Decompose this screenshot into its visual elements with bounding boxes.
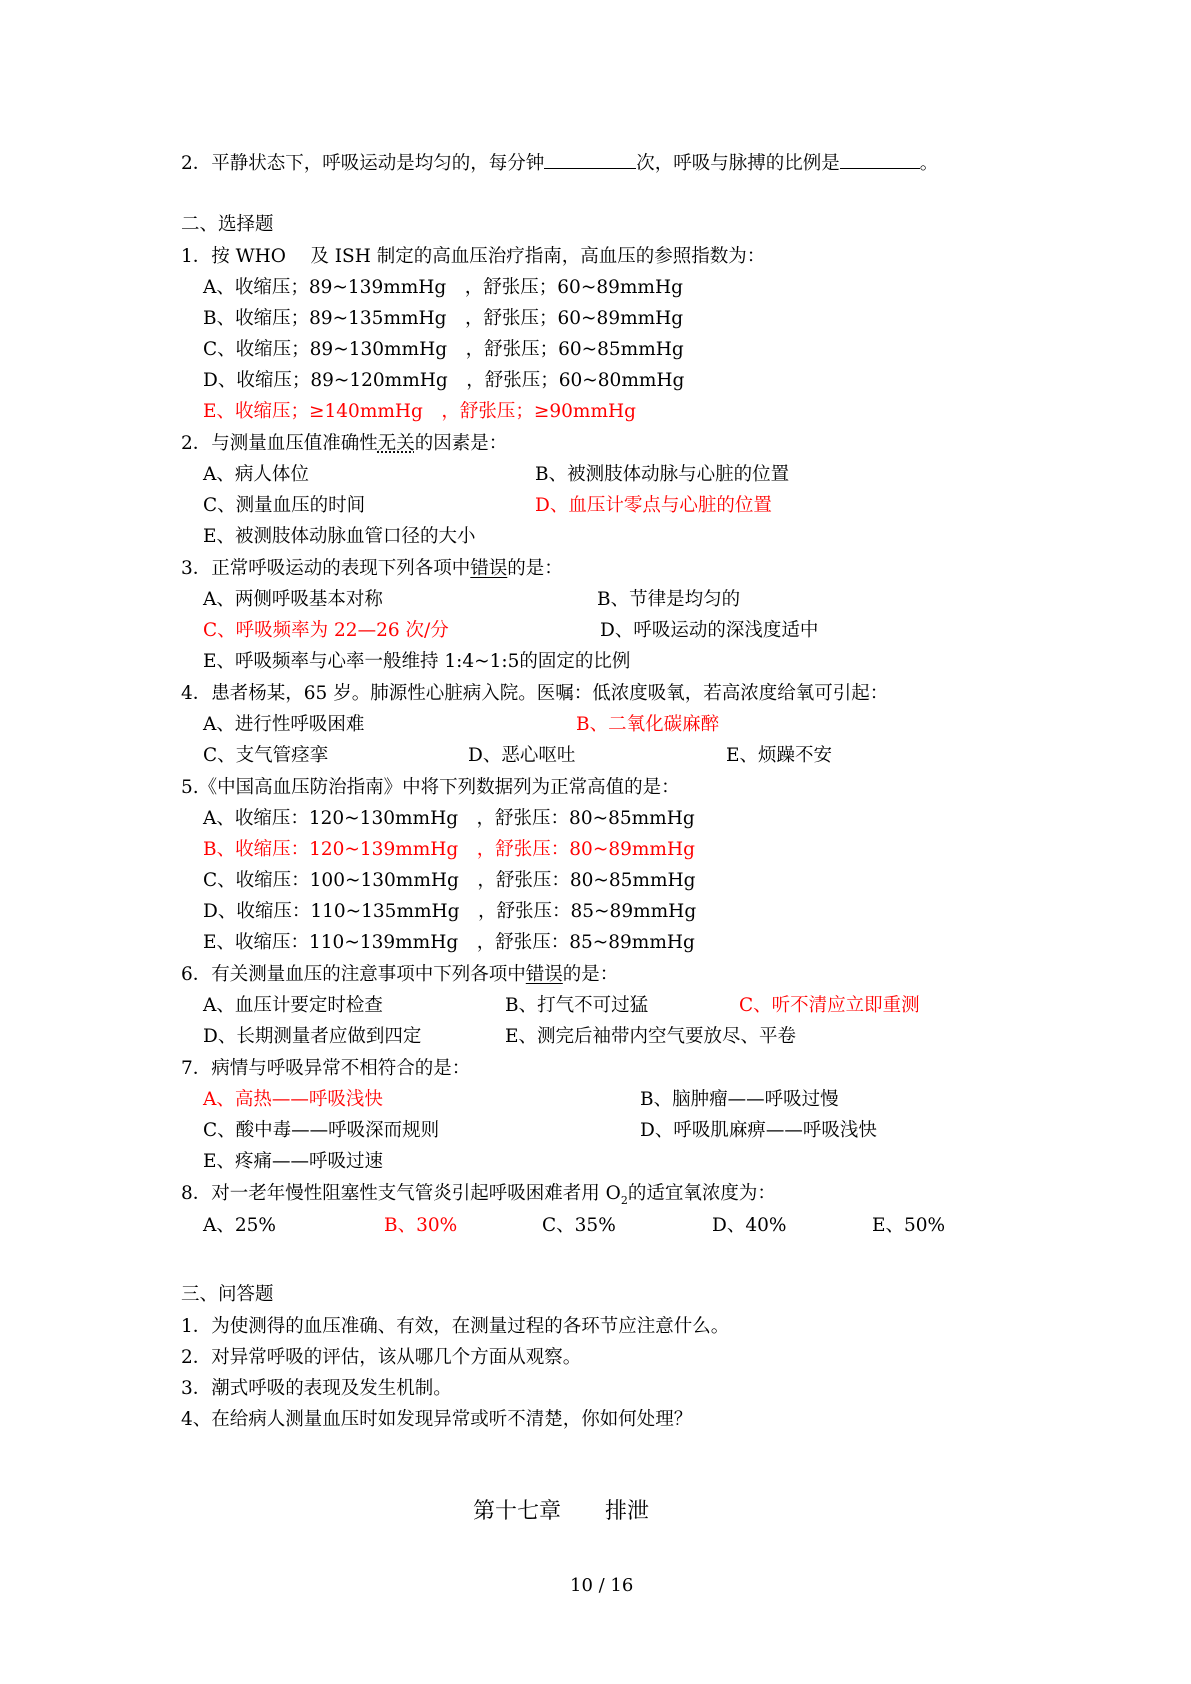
option-b-answer: B、收缩压：120~139mmHg ，舒张压：80~89mmHg xyxy=(203,839,695,860)
question-stem xyxy=(181,962,618,988)
stem-emphasis: 无关 xyxy=(377,433,415,454)
option-e: E、50% xyxy=(872,1215,946,1236)
option-c-answer: C、呼吸频率为 22—26 次/分 xyxy=(203,620,449,641)
option-c: C、酸中毒——呼吸深而规则 xyxy=(203,1120,440,1141)
option-e: E、疼痛——呼吸过速 xyxy=(203,1151,384,1172)
option-b: B、打气不可过猛 xyxy=(505,995,649,1016)
option-d: D、长期测量者应做到四定 xyxy=(203,1026,422,1047)
option-b: B、脑肿瘤——呼吸过慢 xyxy=(640,1089,839,1110)
option-b-answer: B、30% xyxy=(384,1215,458,1236)
option-d-answer: D、血压计零点与心脏的位置 xyxy=(535,495,772,516)
stem-text: 6．有关测量血压的注意事项中下列各项中 xyxy=(181,964,526,985)
option-a: A、病人体位 xyxy=(203,464,309,485)
stem-text: 2．与测量血压值准确性 xyxy=(181,433,378,454)
option-c: C、测量血压的时间 xyxy=(203,495,366,516)
oxygen-subscript: 2 xyxy=(620,1194,628,1207)
section-heading-qa: 三、问答题 xyxy=(181,1284,274,1305)
stem-text: 的适宜氧浓度为： xyxy=(627,1183,776,1204)
qa-item: 4、在给病人测量血压时如发现异常或听不清楚，你如何处理？ xyxy=(181,1409,693,1430)
option-a: A、25% xyxy=(203,1215,276,1236)
option-a-answer: A、高热——呼吸浅快 xyxy=(203,1089,383,1110)
option-b: B、收缩压；89~135mmHg ，舒张压；60~89mmHg xyxy=(203,308,684,329)
chapter-title: 第十七章 排泄 xyxy=(473,1499,650,1524)
answer-blank xyxy=(840,150,920,169)
option-a: A、血压计要定时检查 xyxy=(203,995,383,1016)
stem-text: 3．正常呼吸运动的表现下列各项中 xyxy=(181,558,471,579)
answer-blank xyxy=(544,150,636,169)
option-a: A、收缩压：120~130mmHg ，舒张压：80~85mmHg xyxy=(203,808,695,829)
option-e: E、收缩压：110~139mmHg ，舒张压：85~89mmHg xyxy=(203,932,695,953)
option-c-answer: C、听不清应立即重测 xyxy=(739,995,920,1016)
option-c: C、收缩压：100~130mmHg ，舒张压：80~85mmHg xyxy=(203,870,696,891)
fill-blank-q2-pre: 2．平静状态下，呼吸运动是均匀的，每分钟 xyxy=(181,153,545,174)
option-d: D、恶心呕吐 xyxy=(468,745,576,766)
option-a: A、进行性呼吸困难 xyxy=(203,714,365,735)
stem-text: 的因素是： xyxy=(414,433,508,454)
stem-text: 的是： xyxy=(562,964,619,985)
section-heading-choice: 二、选择题 xyxy=(181,214,274,235)
question-stem xyxy=(181,556,563,582)
option-b-answer: B、二氧化碳麻醉 xyxy=(576,714,720,735)
option-d: D、呼吸肌麻痹——呼吸浅快 xyxy=(640,1120,877,1141)
option-e: E、测完后袖带内空气要放尽、平卷 xyxy=(505,1026,797,1047)
option-e-answer: E、收缩压；≥140mmHg ，舒张压；≥90mmHg xyxy=(203,401,636,422)
option-e: E、烦躁不安 xyxy=(726,745,833,766)
question-stem: 1．按 WHO 及 ISH 制定的高血压治疗指南，高血压的参照指数为： xyxy=(181,246,766,267)
qa-item: 2．对异常呼吸的评估，该从哪几个方面从观察。 xyxy=(181,1347,582,1368)
option-e: E、被测肢体动脉血管口径的大小 xyxy=(203,526,476,547)
option-d: D、收缩压：110~135mmHg ，舒张压：85~89mmHg xyxy=(203,901,697,922)
fill-blank-q2-mid: 次，呼吸与脉搏的比例是 xyxy=(636,153,840,174)
stem-emphasis: 错误 xyxy=(525,964,563,985)
question-stem: 7．病情与呼吸异常不相符合的是： xyxy=(181,1058,471,1079)
option-a: A、两侧呼吸基本对称 xyxy=(203,589,383,610)
stem-emphasis: 错误 xyxy=(470,558,508,579)
stem-text: 8．对一老年慢性阻塞性支气管炎引起呼吸困难者用 O xyxy=(181,1183,621,1204)
option-e: E、呼吸频率与心率一般维持 1:4~1:5的固定的比例 xyxy=(203,651,631,672)
option-b: B、节律是均匀的 xyxy=(597,589,741,610)
option-c: C、支气管痉挛 xyxy=(203,745,329,766)
option-b: B、被测肢体动脉与心脏的位置 xyxy=(535,464,790,485)
option-d: D、收缩压；89~120mmHg ，舒张压；60~80mmHg xyxy=(203,370,685,391)
question-stem: 4．患者杨某，65 岁。肺源性心脏病入院。医嘱：低浓度吸氧，若高浓度给氧可引起： xyxy=(181,683,889,704)
question-stem xyxy=(181,431,507,457)
qa-item: 3．潮式呼吸的表现及发生机制。 xyxy=(181,1378,452,1399)
qa-item: 1．为使测得的血压准确、有效，在测量过程的各环节应注意什么。 xyxy=(181,1316,730,1337)
option-a: A、收缩压；89~139mmHg ，舒张压；60~89mmHg xyxy=(203,277,683,298)
page-number: 10 / 16 xyxy=(570,1575,634,1596)
option-d: D、呼吸运动的深浅度适中 xyxy=(600,620,819,641)
option-c: C、35% xyxy=(542,1215,616,1236)
option-c: C、收缩压；89~130mmHg ，舒张压；60~85mmHg xyxy=(203,339,684,360)
option-d: D、40% xyxy=(712,1215,787,1236)
question-stem xyxy=(181,1181,776,1207)
fill-blank-q2-post: 。 xyxy=(919,153,939,174)
question-stem: 5.《中国高血压防治指南》中将下列数据列为正常高值的是： xyxy=(181,777,680,798)
fill-blank-q2 xyxy=(181,150,938,176)
stem-text: 的是： xyxy=(507,558,563,579)
